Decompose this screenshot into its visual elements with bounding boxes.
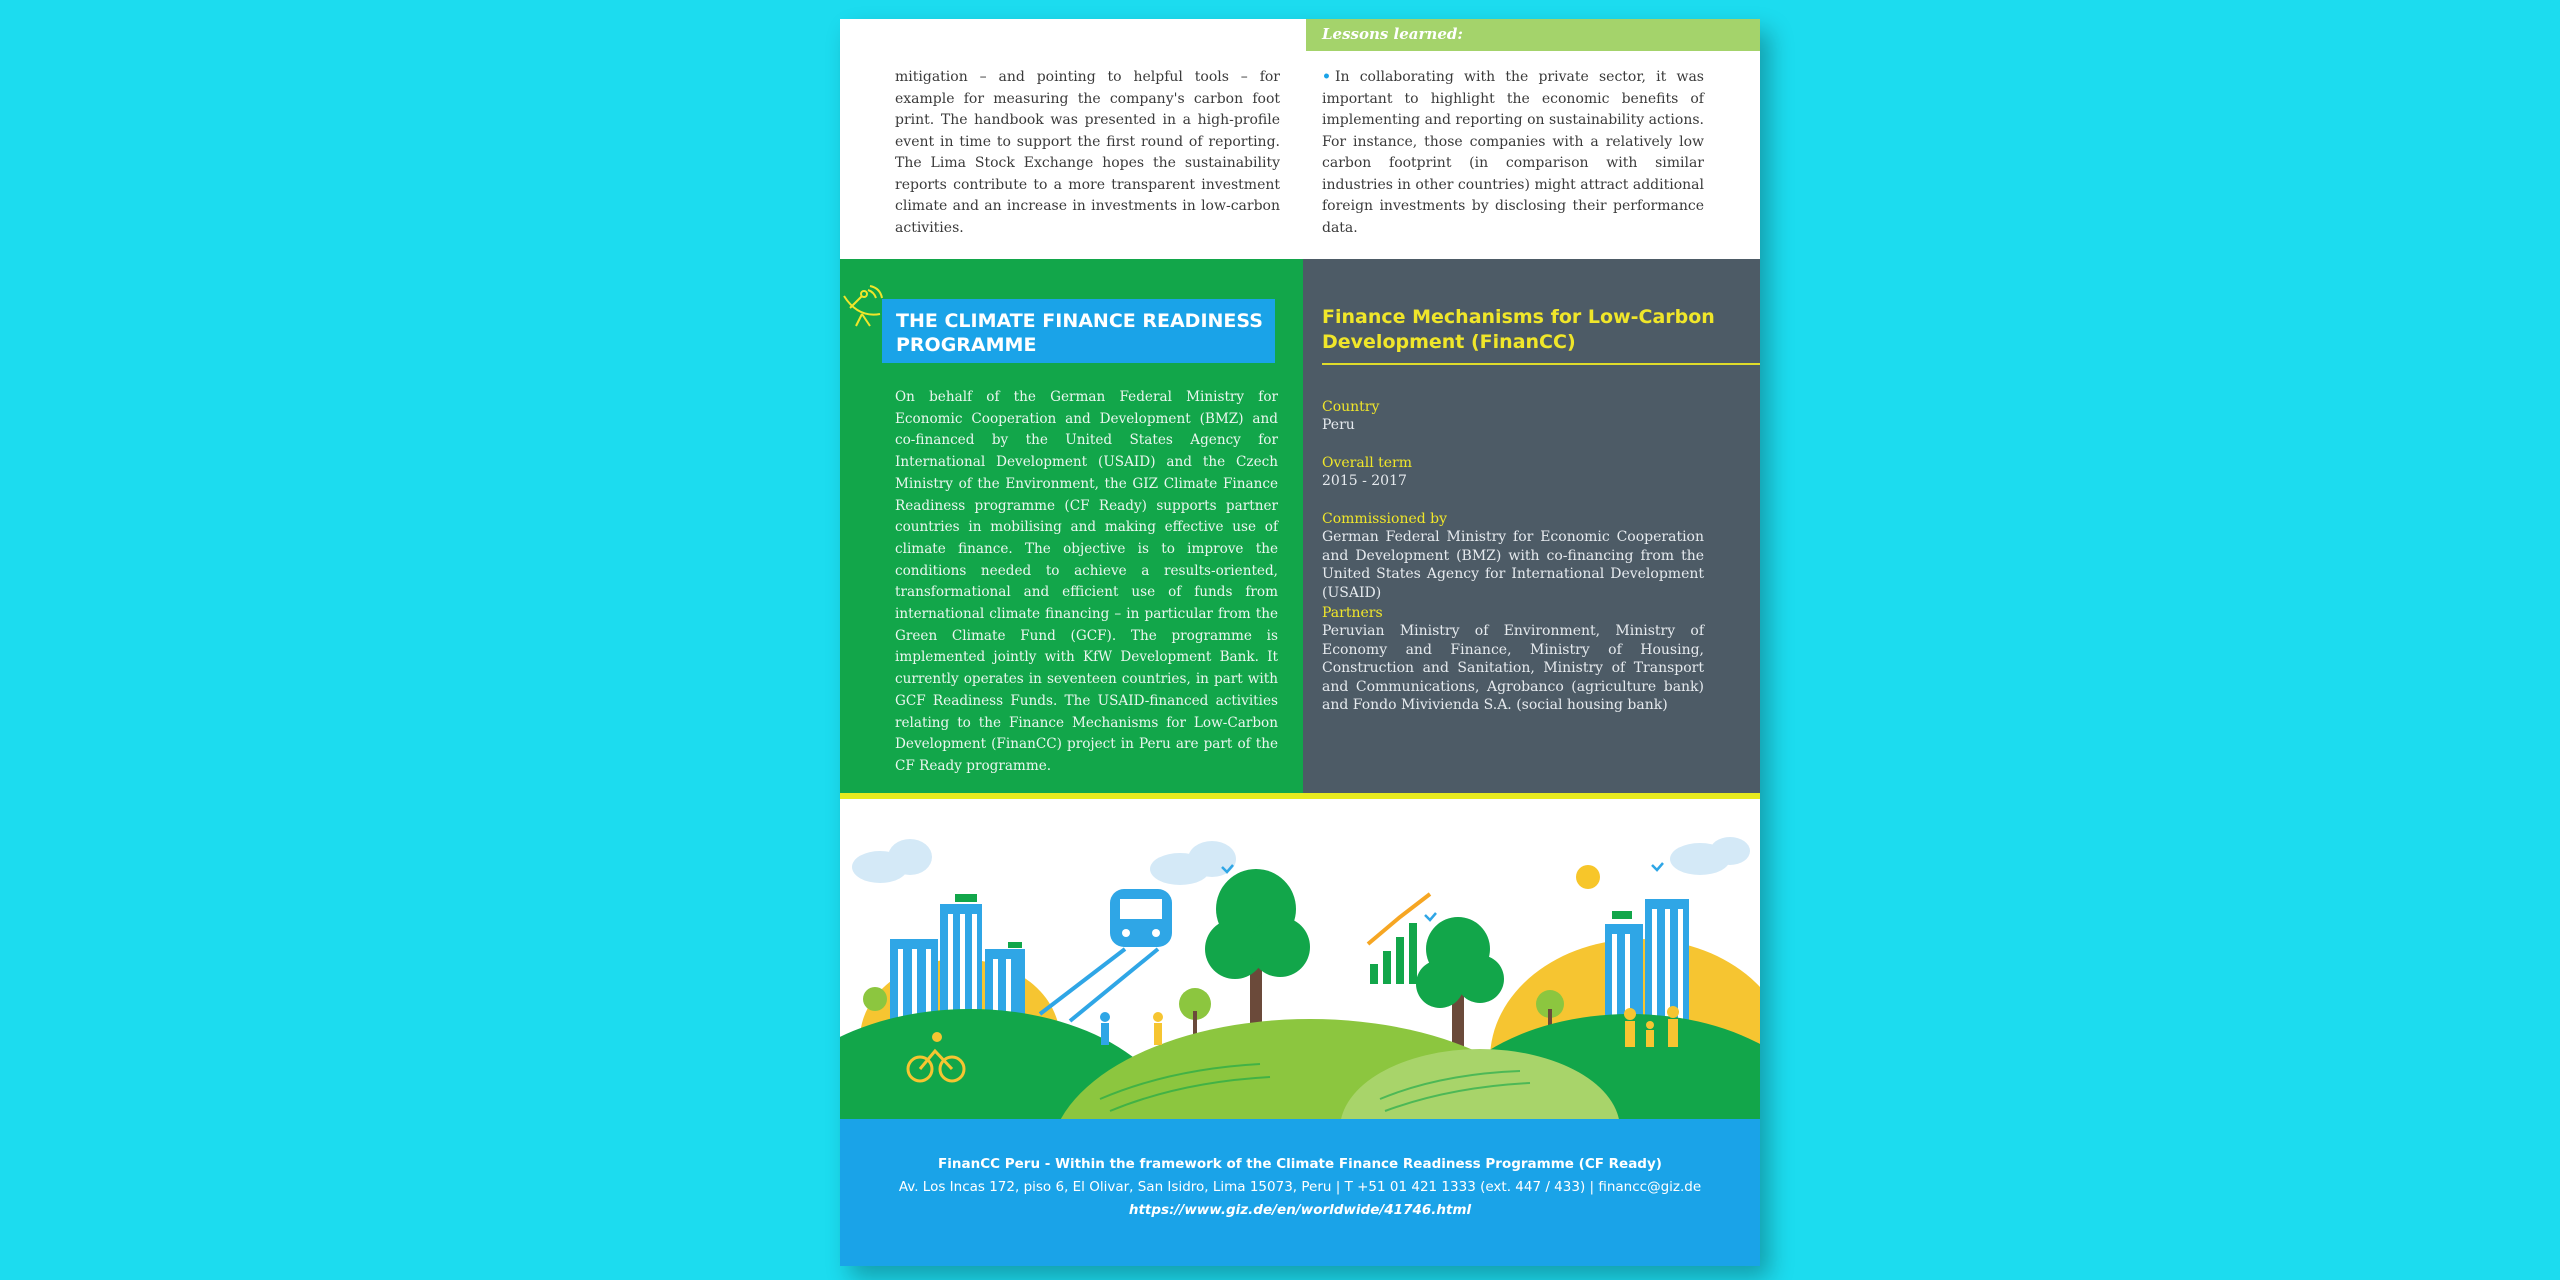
footer-title: FinanCC Peru - Within the framework of the Climate Finance Readiness Programme (CF Ready) [938, 1156, 1662, 1172]
programme-heading: THE CLIMATE FINANCE READINESS PROGRAMME [896, 310, 1263, 356]
green-city-illustration [840, 799, 1760, 1119]
project-title: Finance Mechanisms for Low-Carbon Development (FinanCC) [1322, 306, 1715, 353]
lessons-right-text: In collaborating with the private sector, it was important to highlight the economic benefits of implementing and reporting on sustainability actions. For instance, those companies with a relatively low carbon footprint (in comparison with similar industries in other countries) might attract additional foreign investments by disclosing their performance data. [1322, 69, 1704, 236]
footer [840, 1119, 1760, 1266]
satellite-dish-icon [840, 284, 886, 330]
lessons-learned-label: Lessons learned: [1322, 25, 1463, 43]
footer-url[interactable]: https://www.giz.de/en/worldwide/41746.html [1128, 1202, 1472, 1218]
lessons-section [840, 19, 1760, 259]
commissioned-value: German Federal Ministry for Economic Cooperation and Development (BMZ) with co-financing from the United States Agency for International Development (USAID) [1322, 529, 1704, 601]
footer-address: Av. Los Incas 172, piso 6, El Olivar, San Isidro, Lima 15073, Peru | T +51 01 421 1333 (ext. 447 / 433) | financc@giz.de [898, 1179, 1702, 1195]
partners-value: Peruvian Ministry of Environment, Ministry of Economy and Finance, Ministry of Housing, Construction and Sanitation, Ministry of Transport and Communications, Agrobanco (agriculture bank) and Fondo Mivivienda S.A. (social housing bank) [1322, 623, 1704, 713]
lessons-learned-bar [1306, 19, 1760, 51]
commissioned-label: Commissioned by [1322, 511, 1448, 527]
bullet-marker: • [1322, 69, 1331, 85]
programme-body: On behalf of the German Federal Ministry for Economic Cooperation and Development (BMZ) and co-financed by the United States Agency for International Development (USAID) and the Czech Ministry of the Environment, the GIZ Climate Finance Readiness programme (CF Ready) supports partner countries in mobilising and making effective use of climate finance. The objective is to improve the conditions needed to achieve a results-oriented, transformational and efficient use of funds from international climate financing – in particular from the Green Climate Fund (GCF). The programme is implemented jointly with KfW Development Bank. It currently operates in seventeen countries, in part with GCF Readiness Funds. The USAID-financed activities relating to the Finance Mechanisms for Low-Carbon Development (FinanCC) project in Peru are part of the CF Ready programme. [895, 389, 1278, 774]
lessons-left-paragraph: mitigation – and pointing to helpful tools – for example for measuring the company's carbon foot print. The handbook was presented in a high-profile event in time to support the first round of reporting. The Lima Stock Exchange hopes the sustainability reports contribute to a more transparent investment climate and an increase in investments in low-carbon activities. [895, 69, 1280, 236]
document-page [840, 19, 1760, 1266]
partners-label: Partners [1322, 605, 1383, 621]
country-value: Peru [1322, 417, 1355, 433]
country-label: Country [1322, 399, 1380, 415]
project-title-rule [1322, 363, 1760, 365]
lessons-right-paragraph [1322, 67, 1704, 239]
overall-term-value: 2015 - 2017 [1322, 473, 1407, 489]
overall-term-label: Overall term [1322, 455, 1412, 471]
programme-heading-box [882, 299, 1275, 363]
